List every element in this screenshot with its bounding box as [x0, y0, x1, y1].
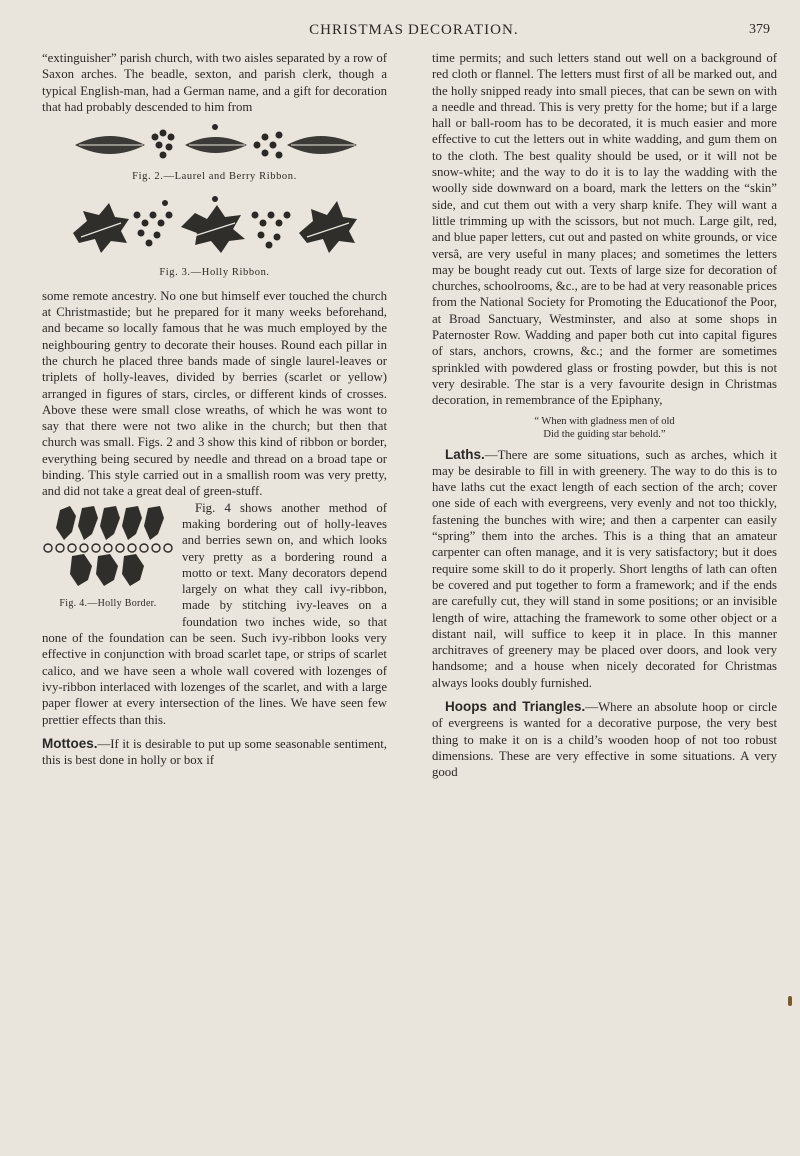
laurel-berry-ribbon-illustration [65, 123, 365, 167]
paragraph: “extinguisher” parish church, with two aisles separated by a row of Saxon arches. The beadle, sexton, and parish clerk, though a typical English-man, had a German name, and a gift for decoration that had probably descended to him from [42, 51, 387, 114]
figure-2-caption: Fig. 2.—Laurel and Berry Ribbon. [132, 171, 297, 183]
left-column [42, 50, 387, 768]
right-column [432, 50, 777, 780]
running-header-right: DECORATION. [408, 22, 519, 38]
figure-3-caption: Fig. 3.—Holly Ribbon. [159, 267, 270, 279]
quote-line: Did the guiding star behold.” [543, 428, 666, 440]
ink-spot [788, 996, 792, 1006]
section-text: —There are some situations, such as arches, which it may be desirable to fill in with greenery. The way to do this is to have laths cut the exact length of each section of the arch; cover one side of each with evergreens, very evenly and not too thickly, fastening the bunches with wire; and then a carpenter can easily “spring” them into the arches. This is a thing that an amateur carpenter can often manage, and it is very satisfactory; but it does require some skill to do it properly. Short lengths of lath can often be covered and put together to form a framework; and if the ends are carefully cut, they will stand in some positions; or an invisible length of wire, attaching the framework to some other object or a distant nail, will suffice to keep it in place. In this manner architraves of greenery may be placed over doors, and look very handsome; and a house when nicely decorated for Christmas always looks doubly furnished. [432, 447, 777, 690]
mottoes-section [42, 736, 387, 769]
section-heading-hoops: Hoops and Triangles. [445, 698, 586, 714]
holly-border-illustration [42, 504, 174, 590]
quote-line: “ When with gladness men of old [534, 415, 675, 427]
paragraph: time permits; and such letters stand out well on a background of red cloth or flannel. The letters must first of all be marked out, and the holly snipped ready into small pieces, that can be sewn on with a needle and thread. This is very pretty for the home; but if a large hall or ball-room has to be decorated, it is much easier and more effective to cut the letters out in white wadding, and gum them on to the cloth. The best quality should be used, or it will not be snow-white; and the way to do it is to lay the wadding with the woolly side downward on a board, mark the letters on the “skin” side, and cut them out with a very sharp knife. They will want a little trimming up with the scissors, but not much. Large gilt, red, and blue paper letters, cut out and pasted on white grounds, or vice versâ, are very useful in many places; and sometimes the letters may be bought ready cut out. Texts of large size for decoration of churches, schoolrooms, &c., are to be had at very reasonable prices from the National Society for Promoting the Educationof the Poor, at Broad Sanctuary, Westminster, and also at some shops in Paternoster Row. Wadding and paper both cut into capital figures of stars, anchors, crowns, &c.; and the former are sometimes sprinkled with powdered glass or frosting powder, but this is not very desirable. The star is a very favourite design in Christmas decoration, in remembrance of the Epiphany, [432, 51, 777, 408]
figure-3 [42, 193, 387, 281]
page-number: 379 [749, 22, 770, 37]
section-heading-mottoes: Mottoes. [42, 735, 98, 751]
figure-2 [42, 123, 387, 185]
running-header-left: CHRISTMAS [309, 22, 404, 38]
section-text: —Where an absolute hoop or circle of evergreens is wanted for a decorative purpose, the very best thing to make it on is a child’s wooden hoop of not too robust dimensions. These are very effective in some situations. A very good [432, 699, 777, 780]
hoops-section [432, 699, 777, 780]
figure-4-caption: Fig. 4.—Holly Border. [59, 597, 157, 609]
paragraph: Fig. 4 shows another method of making bordering out of holly-leaves and berries sewn on, and which looks very pretty as a bordering round a motto or text. Many decorators depend largely on what they call ivy-ribbon, made by stitching ivy-leaves on a foundation two inches wide, so that none of the foundation can be seen. Such ivy-ribbon looks very effective in conjunction with broad scarlet tape, or strips of scarlet calico, and we have seen a whole wall covered with lozenges of ivy-ribbon interlaced with lozenges of the scarlet, and with a large paper flower at every intersection of the lines. We have seen few prettier effects than this. [42, 500, 387, 727]
section-text: —If it is desirable to put up some seasonable sentiment, this is best done in holly or box if [42, 736, 387, 768]
laths-section [432, 447, 777, 691]
verse-quote [432, 415, 777, 441]
paragraph: some remote ancestry. No one but himself ever touched the church at Christmastide; but he prepared for it many weeks beforehand, and became so locally famous that he was much employed by the neighbouring gentry to decorate their houses. Round each pillar in the church he placed three bands made of single laurel-leaves or triplets of holly-leaves, divided by berries (scarlet or yellow) arranged in figures of stars, circles, or different kinds of crosses. Above these were small close wreaths, of which he was wont to say that there were not two alike in the church; but then that church was small. Figs. 2 and 3 show this kind of ribbon or border, everything being secured by needle and thread on a broad tape or binding. This style carried out in a smallish room was very pretty, and did not take a great deal of green-stuff. [42, 288, 387, 499]
figure-4 [42, 504, 174, 613]
section-heading-laths: Laths. [445, 446, 485, 462]
holly-ribbon-illustration [65, 193, 365, 263]
